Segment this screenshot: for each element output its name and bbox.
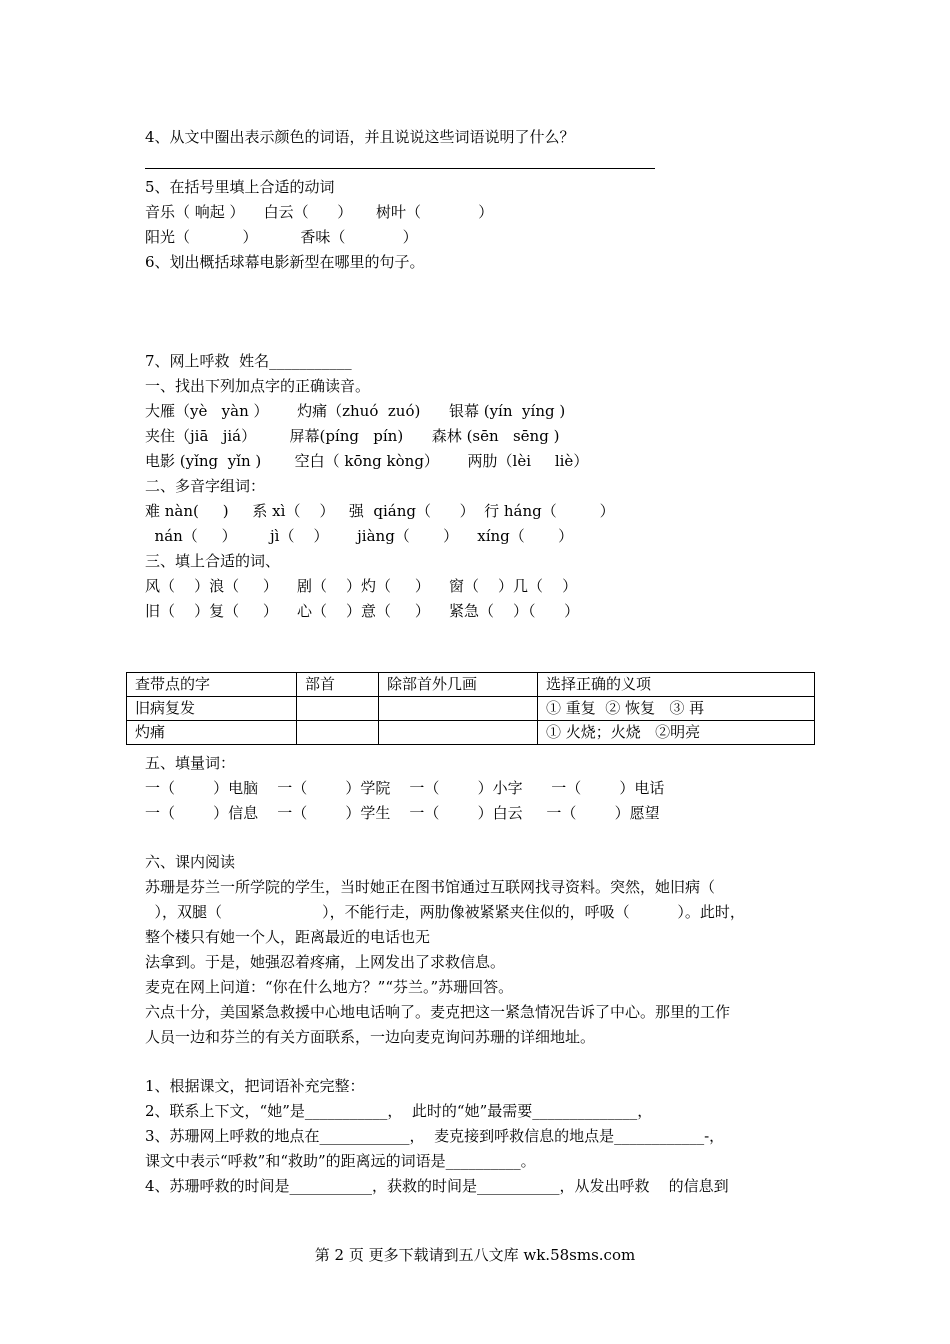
table-header-cell: 查带点的字 bbox=[127, 673, 297, 697]
reading-question-1: 1、根据课文，把词语补充完整： bbox=[145, 1077, 365, 1095]
table-cell bbox=[297, 721, 379, 745]
measure-words-line-2: 一（ ）信息 一（ ）学生 一（ ）白云 一（ ）愿望 bbox=[145, 804, 660, 822]
answer-line bbox=[145, 168, 655, 169]
table-row bbox=[127, 721, 815, 745]
question-6: 6、划出概括球幕电影新型在哪里的句子。 bbox=[145, 253, 425, 271]
table-header-cell: 除部首外几画 bbox=[379, 673, 538, 697]
reading-line-1: 苏珊是芬兰一所学院的学生，当时她正在图书馆通过互联网找寻资料。突然，她旧病（ bbox=[145, 878, 716, 896]
measure-words-line-1: 一（ ）电脑 一（ ）学院 一（ ）小字 一（ ）电话 bbox=[145, 779, 665, 797]
fill-words-line-1: 风（ ）浪（ ） 剧（ ）灼（ ） 窗（ ）几（ ） bbox=[145, 577, 578, 595]
table-header-row bbox=[127, 673, 815, 697]
page-footer: 第 2 页 更多下载请到五八文库 wk.58sms.com bbox=[314, 1246, 636, 1264]
polyphone-line-1: 难 nàn( ) 系 xì（ ） 强 qiáng（ ） 行 háng（ ） bbox=[145, 502, 615, 520]
dictionary-table bbox=[126, 672, 815, 745]
table-cell: 灼痛 bbox=[127, 721, 297, 745]
section-5-title: 五、填量词： bbox=[145, 754, 236, 772]
section-2-title: 二、多音字组词： bbox=[145, 477, 266, 495]
reading-line-6: 六点十分，美国紧急救援中心地电话响了。麦克把这一紧急情况告诉了中心。那里的工作 bbox=[145, 1003, 731, 1021]
question-5-line-2: 阳光（ ） 香味（ ） bbox=[145, 228, 418, 246]
table-cell: ① 火烧；火烧 ②明亮 bbox=[538, 721, 815, 745]
table-cell: ① 重复 ② 恢复 ③ 再 bbox=[538, 697, 815, 721]
fill-words-line-2: 旧（ ）复（ ） 心（ ）意（ ） 紧急（ ）（ ） bbox=[145, 602, 580, 620]
table-cell bbox=[379, 697, 538, 721]
reading-line-7: 人员一边和芬兰的有关方面联系，一边向麦克询问苏珊的详细地址。 bbox=[145, 1028, 596, 1046]
table-cell: 旧病复发 bbox=[127, 697, 297, 721]
reading-line-3: 整个楼只有她一个人，距离最近的电话也无 bbox=[145, 928, 431, 946]
reading-line-4: 法拿到。于是，她强忍着疼痛，上网发出了求救信息。 bbox=[145, 953, 506, 971]
pinyin-line-1: 大雁（yè yàn ） 灼痛（zhuó zuó) 银幕 (yín yíng ) bbox=[145, 402, 566, 420]
table-row bbox=[127, 697, 815, 721]
reading-question-3: 3、苏珊网上呼救的地点在____________， 麦克接到呼救信息的地点是____________-， bbox=[145, 1127, 725, 1145]
section-1-title: 一、找出下列加点字的正确读音。 bbox=[145, 377, 371, 395]
reading-line-2: ），双腿（ ），不能行走，两肋像被紧紧夹住似的，呼吸（ ）。此时， bbox=[145, 903, 745, 921]
question-4: 4、从文中圈出表示颜色的词语，并且说说这些词语说明了什么？ bbox=[145, 128, 575, 146]
section-6-title: 六、课内阅读 bbox=[145, 853, 236, 871]
table-header-cell: 部首 bbox=[297, 673, 379, 697]
reading-question-4: 4、苏珊呼救的时间是___________，获救的时间是___________，从发出呼救 的信息到 bbox=[145, 1177, 729, 1195]
reading-line-5: 麦克在网上问道：“你在什么地方？”“芬兰。”苏珊回答。 bbox=[145, 978, 514, 996]
table-header-cell: 选择正确的义项 bbox=[538, 673, 815, 697]
polyphone-line-2: nán（ ） jì（ ） jiàng（ ） xíng（ ） bbox=[145, 527, 574, 545]
reading-question-2: 2、联系上下文，“她”是___________， 此时的“她”最需要______________， bbox=[145, 1102, 653, 1120]
table-cell bbox=[379, 721, 538, 745]
section-3-title: 三、填上合适的词、 bbox=[145, 552, 281, 570]
question-5-title: 5、在括号里填上合适的动词 bbox=[145, 178, 335, 196]
pinyin-line-3: 电影 (yǐng yǐn ) 空白（ kōng kòng） 两肋（lèi liè） bbox=[145, 452, 589, 470]
table-cell bbox=[297, 697, 379, 721]
reading-question-3-cont: 课文中表示“呼救”和“救助”的距离远的词语是__________。 bbox=[145, 1152, 536, 1170]
question-5-line-1: 音乐（ 响起 ） 白云（ ） 树叶（ ） bbox=[145, 203, 494, 221]
lesson-7-title: 7、网上呼救 姓名___________ bbox=[145, 352, 352, 370]
pinyin-line-2: 夹住（jiā jiá） 屏幕(píng pín) 森林 (sēn sēng ) bbox=[145, 427, 560, 445]
